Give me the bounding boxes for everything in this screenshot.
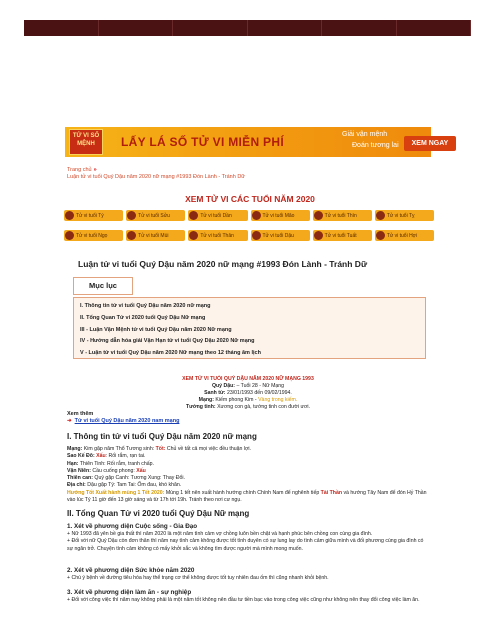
subsection-1-title: 1. Xét về phương diện Cuộc sống - Gia Đạo — [67, 523, 198, 530]
zodiac-icon — [65, 231, 74, 240]
zodiac-icon — [127, 211, 136, 220]
breadcrumb — [67, 167, 297, 181]
zodiac-icon — [376, 231, 385, 240]
article-title: Luận tử vi tuổi Quý Dậu năm 2020 nữ mạng #1993 Đón Lành - Tránh Dữ — [78, 259, 368, 269]
summary-title: XEM TỬ VI TUỔI QUÝ DẬU NĂM 2020 NỮ MẠNG 1993 — [182, 376, 314, 382]
subsection-3-title: 3. Xét về phương diện làm ăn - sự nghiệp — [67, 589, 192, 596]
zodiac-button-dau[interactable]: Tử vi tuổi Dậu — [251, 230, 310, 241]
toc-item[interactable]: II. Tổng Quan Tử vi 2020 tuổi Quý Dậu Nữ mạng — [80, 314, 206, 321]
nav-segment[interactable] — [322, 20, 397, 36]
breadcrumb-current[interactable]: Luận tử vi tuổi Quý Dậu năm 2020 nữ mạng #1993 Đón Lành - Tránh Dữ — [67, 174, 245, 180]
toc-item[interactable]: V - Luận tử vi tuổi Quý Dậu năm 2020 Nữ mạng theo 12 tháng âm lịch — [80, 350, 261, 357]
summary-line: Sanh từ: 23/01/1993 đến 09/02/1994. — [204, 390, 292, 396]
nav-segment[interactable] — [24, 20, 99, 36]
banner-logo: TỬ VI SỐ MỆNH — [69, 129, 103, 155]
zodiac-grid-row-1 — [64, 210, 434, 221]
zodiac-button-than[interactable]: Tử vi tuổi Thân — [188, 230, 247, 241]
zodiac-icon — [65, 211, 74, 220]
zodiac-icon — [252, 231, 261, 240]
zodiac-icon — [189, 231, 198, 240]
promo-banner[interactable] — [65, 127, 449, 157]
toc-item[interactable]: I. Thông tin tử vi tuổi Quý Dậu năm 2020 nữ mạng — [80, 303, 211, 309]
zodiac-grid-row-2 — [64, 230, 434, 241]
toc-heading: Mục lục — [73, 277, 133, 295]
top-navigation-bar[interactable] — [24, 20, 471, 36]
banner-tagline-1: Giải vận mệnh — [342, 131, 388, 138]
zodiac-icon — [252, 211, 261, 220]
subsection-2-body: + Chú ý bệnh về đường tiêu hóa hay thể trạng cơ thể không được tốt tuy nhiên đau ốm thì cũng nhanh khỏi bệnh. — [67, 575, 329, 581]
zodiac-button-tuat[interactable]: Tử vi tuổi Tuất — [313, 230, 372, 241]
zodiac-icon — [314, 211, 323, 220]
nav-segment[interactable] — [397, 20, 472, 36]
section-title: XEM TỬ VI CÁC TUỔI NĂM 2020 — [185, 194, 315, 204]
toc-item[interactable]: III - Luận Vận Mệnh tử vi tuổi Quý Dậu năm 2020 Nữ mạng — [80, 326, 232, 333]
see-more-label: Xem thêm — [67, 411, 94, 417]
zodiac-icon — [314, 231, 323, 240]
zodiac-button-mao[interactable]: Tử vi tuổi Mão — [251, 210, 310, 221]
zodiac-icon — [376, 211, 385, 220]
zodiac-icon — [127, 231, 136, 240]
zodiac-button-ti[interactable]: Tử vi tuổi Tỵ — [375, 210, 434, 221]
banner-cta-button[interactable]: XEM NGAY — [404, 136, 456, 151]
table-of-contents — [73, 297, 426, 359]
nav-segment[interactable] — [173, 20, 248, 36]
zodiac-button-thin[interactable]: Tử vi tuổi Thìn — [313, 210, 372, 221]
subsection-3-body: + Đối với công việc thì năm nay không phải là một năm tốt không nên đầu tư tiền bạc vào trong công việc cũng như không nên thay đổi công việc làm ăn. — [67, 597, 420, 603]
summary-line: Quý Dậu: – Tuổi 28 - Nữ Mạng — [211, 383, 285, 389]
banner-headline: LẤY LÁ SỐ TỬ VI MIỄN PHÍ — [121, 135, 284, 149]
summary-line: Mạng: Kiếm phong Kim - Vàng trong kiếm. — [198, 397, 298, 403]
subsection-1-body: + Nữ 1993 đã yên bề gia thất thì năm 2020 là một năm tình cảm vợ chồng luôn bền chặt và hạnh phúc bên chồng con cùng gia đình. + Đối với nữ Quý Dậu còn đơn thân thì năm nay tình cảm không được tốt tình duyên có sự lung lay do tình cảm giữa mình và đối phương cùng gia đình có sự ngăn trở. Chuyện tình cảm không có mấy khởi sắc và không tìm được người mà mình mong muốn. — [67, 531, 424, 552]
zodiac-button-ty[interactable]: Tử vi tuổi Tý — [64, 210, 123, 221]
see-more-link[interactable]: ➜ Tử vi tuổi Quý Dậu năm 2020 nam mạng — [67, 418, 180, 424]
breadcrumb-separator: » — [93, 167, 97, 173]
nav-segment[interactable] — [248, 20, 323, 36]
zodiac-button-mui[interactable]: Tử vi tuổi Mùi — [126, 230, 185, 241]
summary-block — [67, 376, 429, 411]
zodiac-button-dan[interactable]: Tử vi tuổi Dần — [188, 210, 247, 221]
zodiac-icon — [189, 211, 198, 220]
zodiac-button-hoi[interactable]: Tử vi tuổi Hợi — [375, 230, 434, 241]
section-1-heading: I. Thông tin tử vi tuổi Quý Dậu năm 2020 nữ mạng — [67, 432, 257, 441]
arrow-right-icon: ➜ — [67, 418, 72, 424]
zodiac-button-ngo[interactable]: Tử vi tuổi Ngọ — [64, 230, 123, 241]
subsection-2-title: 2. Xét về phương diện Sức khỏe năm 2020 — [67, 567, 195, 574]
banner-tagline-2: Đoán tương lai — [352, 142, 399, 149]
summary-line: Tướng tinh: Xương con gà, tướng tinh con đười ươi. — [185, 404, 311, 410]
toc-item[interactable]: IV - Hướng dẫn hóa giải Vận Hạn tử vi tuổi Quý Dậu 2020 Nữ mạng — [80, 338, 255, 345]
section-1-body: Mạng: Kim gặp năm Thổ Tương sinh: Tốt: Chủ về tất cả mọi việc đều thuận lợi. Sao Kế Đô: Xấu: Rối rắm, rạn tai. Hạn: Thiên Tinh: Rối rắm, tranh chấp. Vận Niên: Cầu cuống phong: Xấu Thiên can: Quý gặp Canh: Tương Xung: Thay Đổi. Địa chi: Dậu gặp Tý: Tam Tai: Ốm đau, khó khăn. Hướng Tốt Xuất hành mùng 1 Tết 2020: Mùng 1 tết nên xuất hành hướng chính Chính Nam để nghênh tiếp Tài Thần và hướng Tây Nam để đón Hỷ Thần vào lúc Tý 11 giờ đến 13 giờ sáng và từ 17h tới 19h. Tránh theo nơi cư ngụ. — [67, 446, 427, 504]
nav-segment[interactable] — [99, 20, 174, 36]
zodiac-button-suu[interactable]: Tử vi tuổi Sửu — [126, 210, 185, 221]
breadcrumb-home-link[interactable]: Trang chủ — [67, 167, 92, 173]
section-2-heading: II. Tổng Quan Tử vi 2020 tuổi Quý Dậu Nữ mạng — [67, 509, 250, 518]
